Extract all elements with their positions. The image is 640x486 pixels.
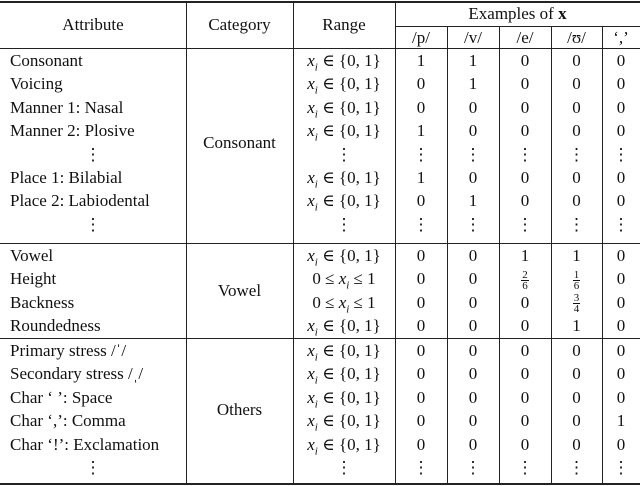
value-cell: ⋮ [412,214,430,234]
value-cell: 0 [572,387,581,407]
value-cell: 0 [616,121,626,141]
range-cell: $x_i$ ∈ {0, 1} [307,74,381,97]
attribute-cell: Secondary stress /ˌ/ [10,364,144,384]
attribute-cell: Char ‘ ’: Space [10,387,113,407]
range-cell: $x_i$ ∈ {0, 1} [307,434,381,457]
fraction: $\frac{3}{4}$ [573,292,580,316]
value-cell: 0 [520,364,530,384]
value-cell: ⋮ [568,458,585,477]
value-cell: 1 [416,168,426,187]
header-examples-var: x [558,4,567,23]
header-example-1: /v/ [464,28,482,47]
header-attribute: Attribute [62,15,124,34]
header-range: Range [322,15,366,34]
value-cell: ⋮ [516,144,534,164]
attribute-cell: Manner 1: Nasal [10,97,124,117]
value-cell: 0 [520,191,530,211]
value-cell: 0 [616,74,626,94]
value-cell [551,267,602,291]
attribute-cell: ⋮ [84,214,102,234]
value-cell: 0 [468,246,478,265]
attribute-cell: Place 2: Labiodental [10,191,150,211]
value-cell: 0 [520,97,530,117]
variable-x-i: $x_i$ [307,364,318,387]
value-cell: 0 [616,97,626,117]
value-cell: 0 [416,74,426,94]
value-cell: 1 [572,246,581,265]
value-cell: 0 [572,74,581,94]
value-cell: 0 [468,316,478,336]
range-cell: $x_i$ ∈ {0, 1} [307,364,381,387]
category-label: Others [216,399,263,419]
value-cell: 1 [572,316,581,336]
value-cell: 0 [468,97,478,117]
value-cell: 0 [572,364,581,384]
variable-x-i: $x_i$ [307,191,318,214]
value-cell: 0 [520,51,530,70]
range-cell: $x_i$ ∈ {0, 1} [307,316,381,339]
variable-x-i: $x_i$ [307,168,318,191]
value-cell: 0 [520,74,530,94]
value-cell: 0 [416,387,426,407]
value-cell: 0 [572,168,581,187]
value-cell: 0 [572,97,581,117]
range-cell: ⋮ [335,214,353,234]
value-cell: 0 [416,341,426,360]
value-cell: 0 [616,341,626,360]
value-cell: 0 [520,434,530,454]
value-cell: 0 [572,51,581,70]
value-cell: 0 [416,97,426,117]
value-cell: 0 [520,316,530,336]
attribute-cell: Manner 2: Plosive [10,121,135,141]
attribute-cell: Place 1: Bilabial [10,168,123,187]
value-cell: 1 [416,51,426,70]
value-cell: 0 [416,364,426,384]
value-cell: 1 [520,246,530,265]
value-cell: ⋮ [412,144,430,164]
header-example-2: /e/ [516,28,534,47]
attribute-cell: Primary stress /ˈ/ [10,341,127,360]
category-label: Vowel [217,281,262,301]
value-cell: 0 [468,364,478,384]
range-cell: $x_i$ ∈ {0, 1} [307,387,381,411]
value-cell: 0 [616,434,626,454]
header-example-3: /ʊ/ [567,28,586,47]
value-cell: 1 [468,74,478,94]
variable-x-i: $x_i$ [307,74,318,97]
value-cell: 0 [616,51,626,70]
value-cell: 0 [616,168,626,187]
value-cell: 1 [416,121,426,141]
fraction: $\frac{1}{6}$ [573,268,580,292]
value-cell: 0 [416,316,426,336]
header-example-4: ‘,’ [613,28,629,47]
category-label: Consonant [203,133,276,153]
value-cell: ⋮ [612,458,630,477]
value-cell: 1 [616,411,626,431]
value-cell: 0 [416,191,426,211]
range-cell: $0 \le x_i \le 1$ [312,292,376,316]
range-cell: $x_i$ ∈ {0, 1} [307,246,381,269]
value-cell: ⋮ [464,144,482,164]
value-cell [499,267,551,291]
value-cell: ⋮ [412,458,430,477]
value-cell: 0 [616,364,626,384]
attribute-cell: Backness [10,292,75,312]
value-cell: ⋮ [516,214,534,234]
value-cell: ⋮ [464,458,482,477]
header-examples-prefix: Examples of [468,4,559,23]
value-cell: 0 [416,434,426,454]
value-cell: ⋮ [464,214,482,234]
range-cell: $x_i$ ∈ {0, 1} [307,341,381,364]
variable-x-i: $x_i$ [307,246,318,269]
value-cell: ⋮ [612,144,630,164]
attribute-cell: Vowel [10,246,54,265]
variable-x-i: $x_i$ [307,387,318,411]
attribute-cell: Char ‘!’: Exclamation [10,434,160,454]
attribute-cell: Consonant [10,51,83,70]
value-cell: 0 [616,387,626,407]
value-cell: 0 [468,269,478,289]
value-cell: 0 [416,411,426,431]
variable-x-i: $x_i$ [338,269,350,292]
fraction: $\frac{2}{6}$ [522,268,528,292]
value-cell: ⋮ [516,458,534,477]
range-cell: $x_i$ ∈ {0, 1} [307,411,381,434]
range-cell: $x_i$ ∈ {0, 1} [307,97,381,121]
range-cell: $x_i$ ∈ {0, 1} [307,51,381,74]
value-cell: 0 [468,411,478,431]
value-cell: 0 [616,246,626,265]
header-examples [395,2,640,25]
value-cell: 0 [468,292,478,312]
range-cell: $x_i$ ∈ {0, 1} [307,121,381,144]
value-cell: 0 [520,411,530,431]
attribute-cell: Height [10,269,57,289]
value-cell: 0 [572,121,581,141]
value-cell: 0 [468,434,478,454]
variable-x-i: $x_i$ [307,316,318,339]
value-cell: 0 [468,168,478,187]
attribute-cell: ⋮ [84,144,102,164]
attribute-cell: Voicing [10,74,63,94]
value-cell [551,291,602,315]
value-cell: ⋮ [568,144,585,164]
value-cell: 0 [468,341,478,360]
value-cell: 0 [572,341,581,360]
value-cell: ⋮ [568,214,585,234]
value-cell: 0 [520,341,530,360]
attribute-cell: Char ‘,’: Comma [10,411,126,431]
value-cell: 0 [572,434,581,454]
value-cell: 0 [616,316,626,336]
value-cell: 0 [616,292,626,312]
value-cell: 1 [468,191,478,211]
value-cell: 0 [416,292,426,312]
range-cell: $0 \le x_i \le 1$ [312,269,376,292]
value-cell: 0 [616,269,626,289]
variable-x-i: $x_i$ [307,411,318,434]
variable-x-i: $x_i$ [307,121,318,144]
value-cell: 0 [468,121,478,141]
variable-x-i: $x_i$ [338,292,350,316]
value-cell: 0 [572,191,581,211]
value-cell: 0 [616,191,626,211]
value-cell: 0 [572,411,581,431]
variable-x-i: $x_i$ [307,51,318,74]
value-cell: 0 [468,387,478,407]
value-cell: 0 [416,269,426,289]
value-cell: 1 [468,51,478,70]
variable-x-i: $x_i$ [307,97,318,121]
range-cell: $x_i$ ∈ {0, 1} [307,191,381,214]
value-cell: ⋮ [612,214,630,234]
value-cell: 0 [520,387,530,407]
range-cell: $x_i$ ∈ {0, 1} [307,168,381,191]
value-cell: 0 [520,168,530,187]
attribute-cell: ⋮ [84,458,102,477]
range-cell: ⋮ [335,144,353,164]
value-cell: 0 [520,292,530,312]
variable-x-i: $x_i$ [307,341,318,364]
bottom-rule [0,483,640,485]
value-cell: 0 [416,246,426,265]
value-cell: 0 [520,121,530,141]
range-cell: ⋮ [335,458,353,477]
header-category: Category [208,15,271,34]
header-example-0: /p/ [412,28,430,47]
variable-x-i: $x_i$ [307,434,318,457]
attribute-cell: Roundedness [10,316,101,336]
